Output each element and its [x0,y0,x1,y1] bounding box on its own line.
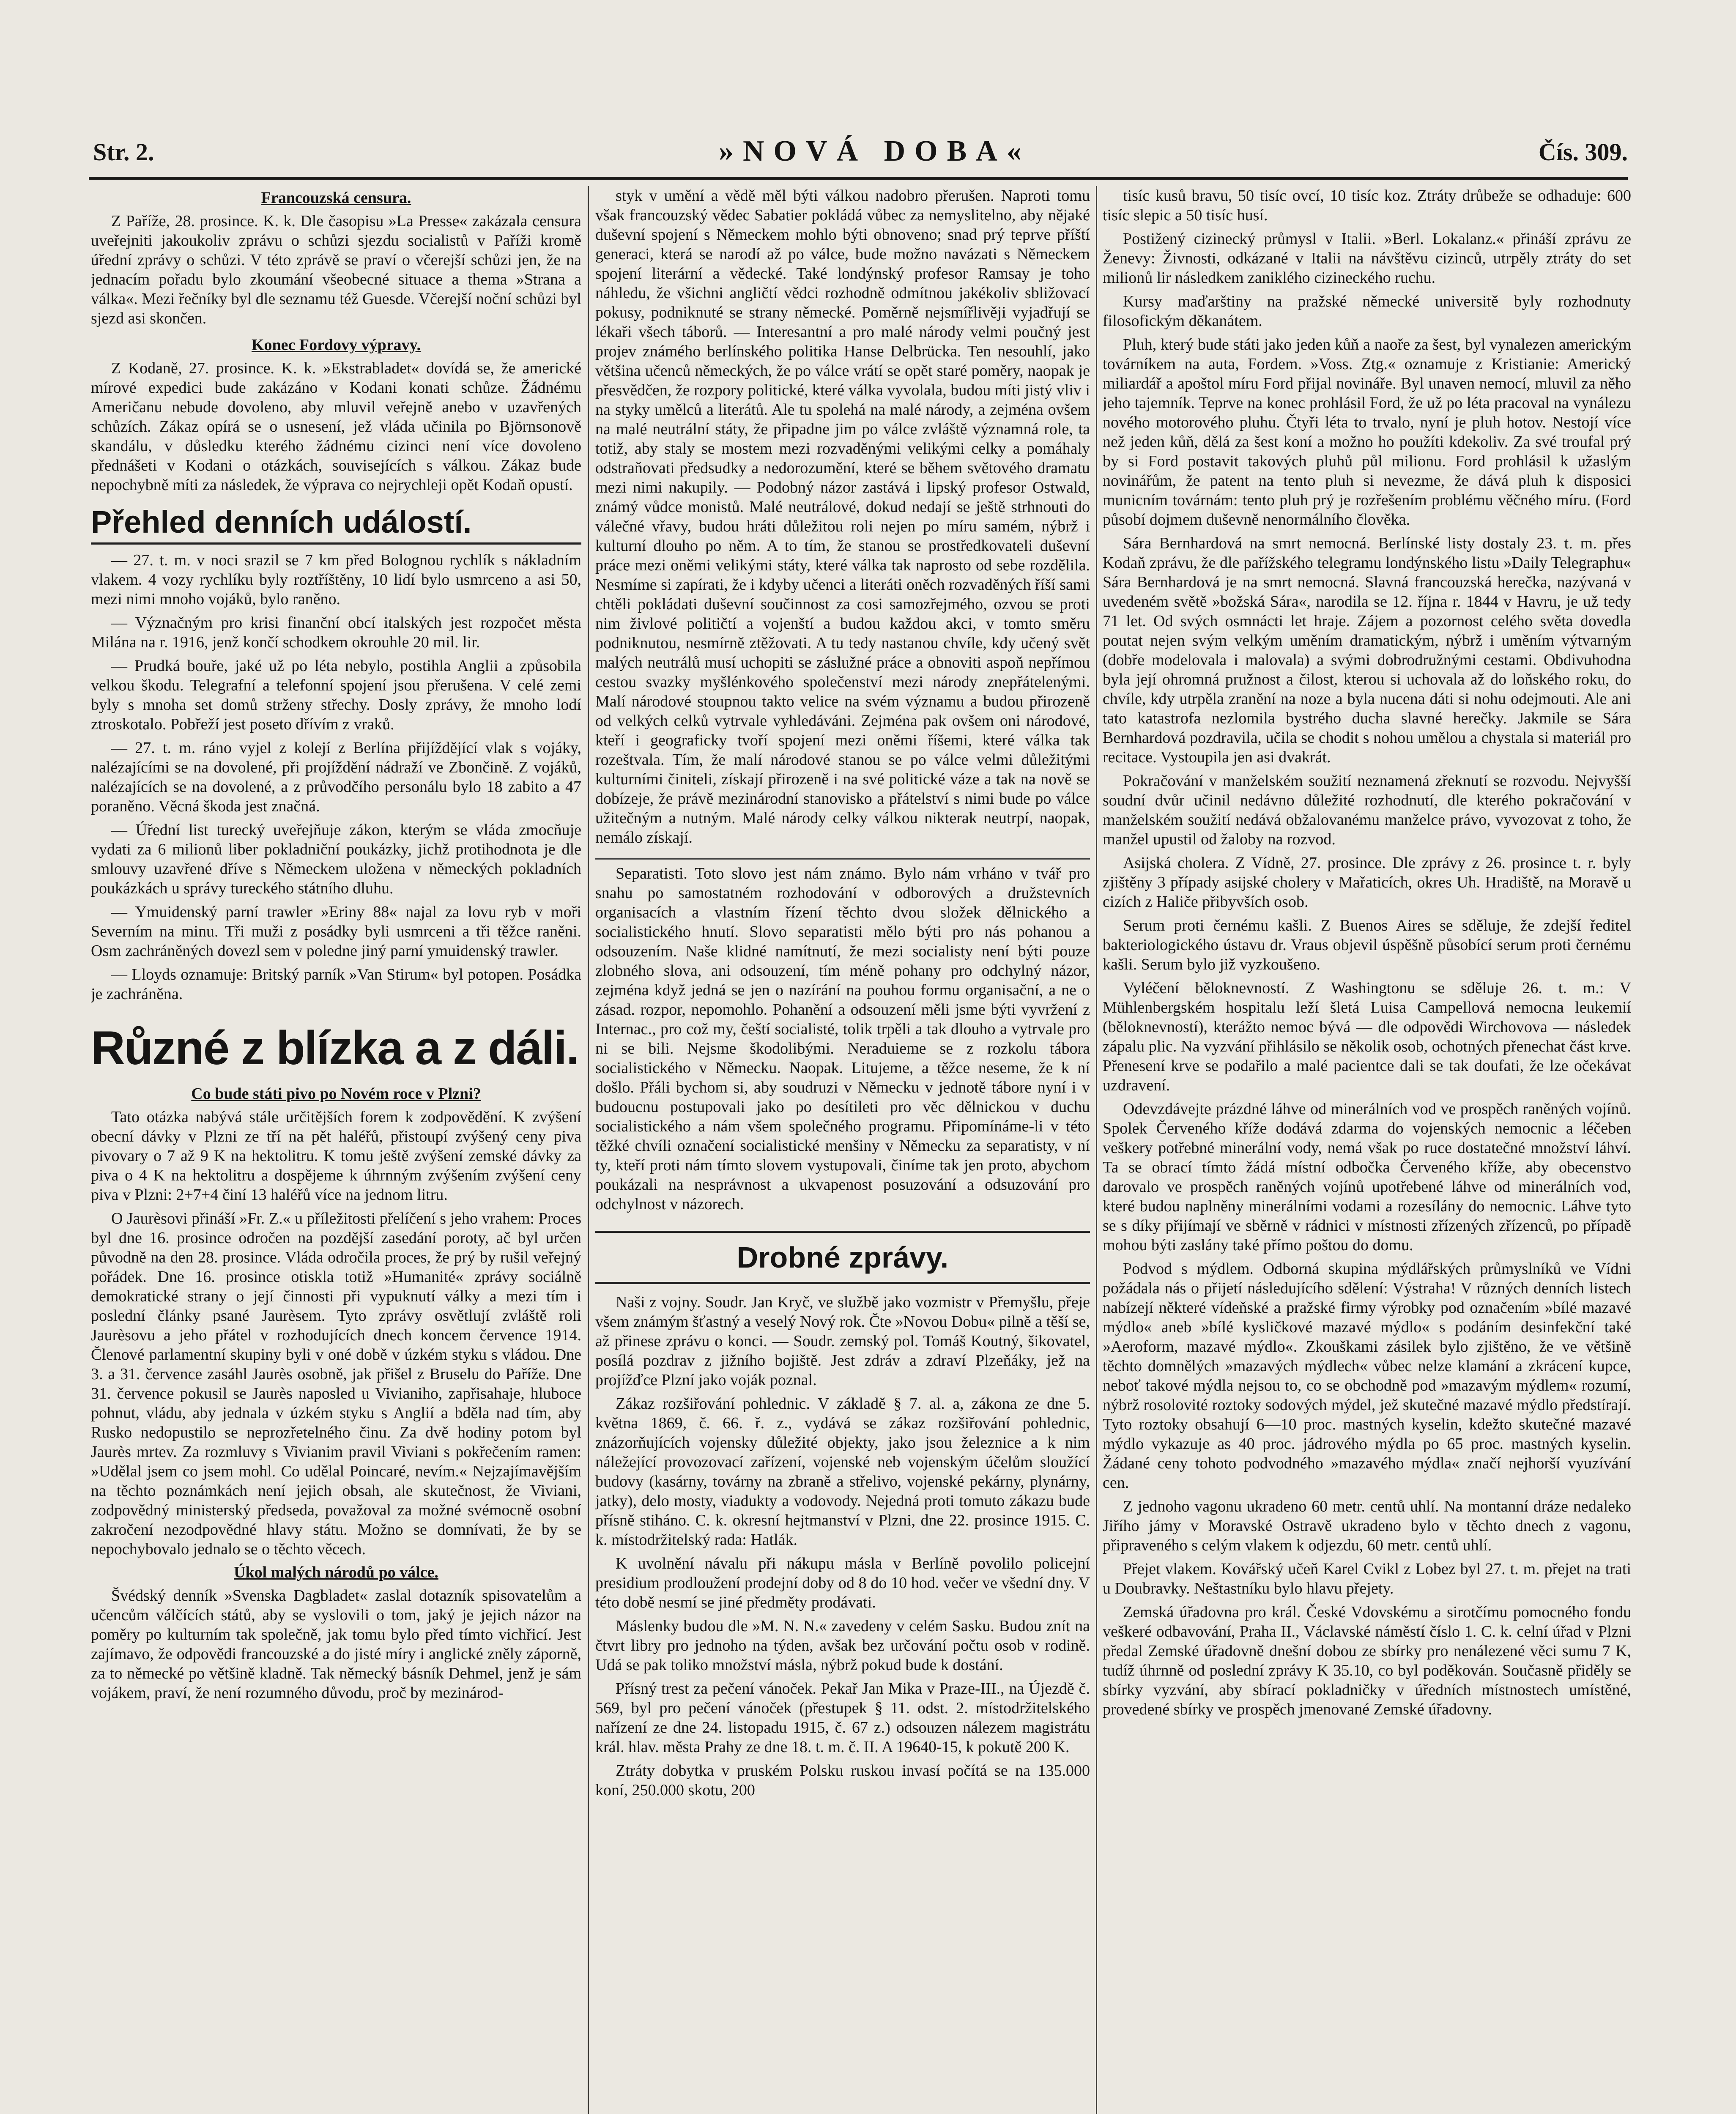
page-header [93,134,1628,181]
news-item: Postižený cizinecký průmysl v Italii. »Berl. Lokalanz.« přináší zprávu ze Ženevy: Živnosti, odkázané v Italii na návštěvu cizinců, utrpěly ztráty do set milionů lir následkem zaniklého cizineckého ruchu. [1103,230,1631,287]
news-item: tisíc kusů bravu, 50 tisíc ovcí, 10 tisíc koz. Ztráty drůbeže se odhaduje: 600 tisíc slepic a 50 tisíc husí. [1103,187,1631,224]
article-title: Úkol malých národů po válce. [234,1564,438,1581]
news-item: Asijská cholera. Z Vídně, 27. prosince. Dle zprávy z 26. prosince t. r. byly zjištěny 3 případy asijské cholery v Mařaticích, okres Uh. Hradiště, na Moravě u cizích z Haliče přibyvších osob. [1103,854,1631,911]
news-item: Ztráty dobytka v pruském Polsku ruskou invasí počítá se na 135.000 koní, 250.000 skotu, 200 [595,1762,1090,1799]
news-item: — 27. t. m. ráno vyjel z kolejí z Berlína přijíždějící vlak s vojáky, nalézajícími se na dovolené, při projíždění nádraží ve Zbončině. Z vojáků, nalézajících se na dovolené, a z průvodčího personálu bylo 18 zabito a 47 poraněno. Věcná škoda jest značná. [91,739,581,815]
news-item: — Lloyds oznamuje: Britský parník »Van Stirum« byl potopen. Posádka je zachráněna. [91,966,581,1003]
news-item: Podvod s mýdlem. Odborná skupina mýdlářských průmyslníků ve Vídni požádala nás o přijetí následujícího sdělení: Výstraha! V různých denních listech nabízejí některé vídeňské a pražské firmy výrobky pod označením »bílé mazavé mýdlo« aneb »bílé kysličkové mazavé mýdlo« s podáním desinfekční také »Aeroform, mazavé mýdlo«. Zkouškami zásilek bylo zjištěno, že ve většině těchto domnělých »mazavých mýdlech« vůbec nelze klamání a zkrácení kupce, neboť takové mýdla nejsou to, co se obchodně pod »mazavým mýdlem« rozumí, nýbrž rosolovité roztoky sodových mýdel, jež skutečné mazavé mýdlo předstírají. Tyto roztoky obsahují 6—10 proc. mastných kyselin, kdežto skutečné mazavé mýdlo vykazuje as 40 proc. jádrového mýdla po 65 proc. mastných kyselin. Žádané ceny tohoto podvodného »mazavého mýdla« značí nejhorší vyuzívání cen. [1103,1260,1631,1492]
page-number: Str. 2. [93,138,154,166]
section-heading-daily-events: Přehled denních událostí. [91,504,581,545]
section-heading-short-news: Drobné zprávy. [595,1231,1090,1284]
news-item: Pokračování v manželském soužití neznamená zřeknutí se rozvodu. Nejvyšší soudní dvůr učinil nedávno důležité rozhodnutí, dle kterého pokračování v manželském soužití nedává obžalovanému manželce právo, vyvozovat z toho, že manžel upustil od žaloby na rozvod. [1103,772,1631,848]
news-item: Kursy maďarštiny na pražské německé universitě byly rozhodnuty filosofickým děkanátem. [1103,293,1631,330]
article-body: O Jaurèsovi přináší »Fr. Z.« u příležitosti přelíčení s jeho vrahem: Proces byl dne 16. prosince odročen na pozdější zasedání poroty, ač byl určen původně na den 28. prosince. Vláda odročila proces, že prý by rušil veřejný pořádek. Dne 16. prosince otiskla totiž »Humanité« zprávy sociálně demokratické strany o její činnosti při vypuknutí války a mezi tím i poslední články psané Jaurèsem. Tyto zprávy osvětlují zvláště roli Jaurèsovu a jeho přátel v rozhodujících dnech koncem července 1914. Členové parlamentní skupiny byli v oné době v úzkém styku s vládou. Dne 3. a 31. července zasáhl Jaurès osobně, jak přišel z Bruselu do Paříže. Dne 31. července pokusil se Jaurès naposled u Vivianiho, zapřisahaje, hluboce pohnut, vládu, aby jednala v úzkém styku s Anglií a bděla nad tím, aby Rusko nedopustilo se neprozřetelného činu. Za dvě hodiny potom byl Jaurès mrtev. Za rozmluvy s Vivianim pravil Viviani s pokřečením ramen: »Udělal jsem co jsem mohl. Co udělal Poincaré, nevím.« Nejzajímavějším na těchto poznámkách není jejich obsah, ale skutečnost, že Viviani, zodpovědný ministerský předseda, považoval za možné svémocně osobní zakročení nezodpovědné hlavy státu. Možno se domnívati, že by se nepochybovalo jednalo se o těchto věcech. [91,1210,581,1558]
article-body: Z Paříže, 28. prosince. K. k. Dle časopisu »La Presse« zakázala censura uveřejniti jakoukoliv zprávu o schůzi sjezdu socialistů v Paříži kromě úřední zprávy o schůzi. V této zprávě se praví o včerejší schůzi jen, že na jednacím pořadu bylo zkoumání všeobecné situace a thema »Strana a válka«. Mezi řečníky byl dle seznamu též Guesde. Včerejší noční schůzi byl sjezd asi skončen. [91,212,581,327]
news-item: — Význačným pro krisi finanční obcí italských jest rozpočet města Milána na r. 1916, jenž končí schodkem okrouhle 20 mil. lir. [91,614,581,651]
news-item: Přísný trest za pečení vánoček. Pekař Jan Mika v Praze-III., na Újezdě č. 569, byl pro pečení vánoček (přestupek § 11. odst. 2. místodržitelského nařízení ze dne 24. listopadu 1915, č. 67 z.) odsouzen nálezem magistrátu král. hlav. města Prahy ze dne 18. t. m. č. II. A 19640-15, k pokutě 200 K. [595,1680,1090,1756]
article-body: styk v umění a vědě měl býti válkou nadobro přerušen. Naproti tomu však francouzský vědec Sabatier pokládá vůbec za nemyslitelno, aby nějaké duševní spojení s Německem mohlo býti obnoveno; snad prý teprve příští generaci, která se narodí až po válce, bude možno navázati s Německem spojení literární a vědecké. Také londýnský profesor Ramsay je toho náhledu, že všichni angličtí vědci rozhodně odmítnou jakékoliv sbližovací pokusy, podniknuté se strany německé. Poměrně nejsmířlivěji vyjadřují se lékaři všech táborů. — Interesantní a pro malé národy velmi poučný jest projev známého berlínského politika Hanse Delbrücka. Ten nesouhlí, jako většina učenců německých, že po válce vrátí se opět staré poměry, naopak je přesvědčen, že rozpory politické, které válka vyvolala, budou míti jistý vliv i na styky umělců a literátů. Ale tu spolehá na malé národy, a zejména ovšem na malé neutrální státy, že připadne jim po válce zvláště významná role, ta totiž, aby staly se mostem mezi rozvaděnými velikými celky a pomáhaly odstraňovati předsudky a nedorozumění, které se během světového dramatu mezi nimi nakupily. — Podobný názor zastává i lipský profesor Ostwald, známý vůdce monistů. Malé neutrálové, dokud nedají se ještě strhnouti do válečné vřavy, budou hráti důležitou roli nejen po míru samém, nýbrž i kulturní dlouho po něm. A to tím, že stanou se prostředkovateli duševní práce mezi oněmi velikými státy, které válka tak naprosto od sebe rozdělila. Nesmíme si zapírati, že i kdyby učenci a literáti oněch rozvaděných říší sami chtěli pokládati duševní součinnost za cosi samozřejmého, ozvou se proti nim živlové političtí a vojenští a budou každou akci, v tomto směru podniknutou, nesmírně ztěžovati. A tu tedy nastanou chvíle, kdy učený svět malých neutrálů musí uchopiti se záslužné práce a obnoviti aspoň nepřímou cestou svazky myšlénkového společenství mezi národy znepřátelenými. Malí národové stoupnou takto velice na svém významu a budou přirozeně od velkých celků vytrvale vyhledáváni. Zejména pak ovšem oni národové, kteří i geograficky tvoří spojení mezi oněmi říšemi, které válka tak rozeštvala. Tím, že malí národové stanou se po válce velmi důležitými kulturními činiteli, získají přirozeně i na své politické váze a tak na nově se dobízeje, že právě mezinárodní stanovisko a přátelství s nimi bude po válce užitečným a nutným. Malé národy celky válkou nikterak neutrpí, naopak, nemálo získají. [595,187,1090,846]
article-title: Co bude státi pivo po Novém roce v Plzni? [191,1085,481,1103]
column-3 [1103,186,1631,2114]
news-item: — Prudká bouře, jaké už po léta nebylo, postihla Anglii a způsobila velkou škodu. Telegrafní a telefonní spojení jsou přerušena. V celé zemi byly s mnoha set domů strženy střechy. Dosly zprávy, že mnoho lodí ztroskotalo. Pobřeží jest poseto dřívím z vraků. [91,657,581,733]
news-item: Odevzdávejte prázdné láhve od minerálních vod ve prospěch raněných vojínů. Spolek Červeného kříže dodává zdarma do vojenských nemocnic a léčeben veškery potřebné minerální vody, nemá však po ruce dostatečné množství láhví. Ta se obrací tímto žádá místní odbočka Červeného kříže, aby obecenstvo darovalo ve prospěch raněných vojínů upotřebené láhve od minerálních vod, které budou naplněny minerálními vodami a rozesílány do nemocnic. Láhve tyto se s díky přijímají ve sběrně v rádnici v místnosti zřízených zřízenců, po případě mohou býti zaslány také přímo poštou do domu. [1103,1100,1631,1254]
article-title: Francouzská censura. [261,189,411,207]
article-body: Tato otázka nabývá stále určitějších forem k zodpovědění. K zvýšení obecní dávky v Plzni ze tří na pět haléřů, přistoupí zvýšený ceny piva pivovary o 7 až 9 K na hektolitru. K tomu ještě zvýšení zemské dávky za piva o 4 K na hektolitru a dospějeme k úhrnným zvýšením zvýšení ceny piva v Plzni: 2+7+4 činí 13 haléřů více na jednom litru. [91,1108,581,1204]
article-title: Konec Fordovy výpravy. [251,336,421,354]
article-body: Z Kodaně, 27. prosince. K. k. »Ekstrabladet« dovídá se, že americké mírové expedici bude zakázáno v Kodani konati schůze. Žádnému Američanu nebude dovoleno, aby mluvil veřejně anebo v uzavřených schůzích. Zákaz opírá se o usnesení, jež vláda učinila po Björnsonově skandálu, v důsledku kterého žádnému cizinci není více dovoleno přednášeti v Kodani o otázkách, souvisejících s válkou. Zákaz bude nepochybně míti za následek, že výprava co nejrychleji opět Kodaň opustí. [91,359,581,494]
news-item: Pluh, který bude státi jako jeden kůň a naoře za šest, byl vynalezen americkým továrníkem na auta, Fordem. »Voss. Ztg.« oznamuje z Kristianie: Americký miliardář a apoštol míru Ford přijal novináře. Byl unaven nemocí, mluvil za něho jeho tajemník. Teprve na konec prohlásil Ford, že už po léta pracoval na vynálezu nového motorového pluhu. Čtyři léta to trvalo, nyní je pluh hotov. Nestojí více než jeden kůň, dělá za šest koní a možno ho použíti kdekoliv. Za své troufal prý by si Ford postavit takových pluhů půl milionu. Ford prohlásil k užaslým novinářům, že patent na tento pluh si nevezme, že dává pluh k disposici municním továrnám: tento pluh prý je rozřešením problému věčného míru. (Ford působí dojmem duševně nenormálního člověka. [1103,336,1631,528]
column-divider-2 [1096,186,1097,2114]
news-item: Naši z vojny. Soudr. Jan Kryč, ve službě jako vozmistr v Přemyšlu, přeje všem známým šťastný a veselý Nový rok. Čte »Novou Dobu« pilně a těší se, až přinese zprávu o konci. — Soudr. zemský pol. Tomáš Koutný, šikovatel, posílá pozdrav z jižního bojiště. Jest zdráv a zdraví Plzeňáky, jež na projížďce Plzní jako voják poznal. [595,1293,1090,1389]
column-2 [595,186,1090,2114]
header-rule [89,177,1628,180]
column-divider-1 [588,186,589,2114]
column-1 [91,186,581,2114]
news-item: — 27. t. m. v noci srazil se 7 km před Bolognou rychlík s nákladním vlakem. 4 vozy rychlíku byly roztříštěny, 10 lidí bylo usmrceno a asi 50, mezi nimi mnoho vojáků, bylo raněno. [91,551,581,608]
news-item: Přejet vlakem. Kovářský učeň Karel Cvikl z Lobez byl 27. t. m. přejet na trati u Doubravky. Neštastníku bylo hlavu přejety. [1103,1560,1631,1597]
news-item: K uvolnění návalu při nákupu másla v Berlíně povolilo policejní presidium prodloužení prodejní doby od 8 do 10 hod. večer ve všední dny. V této době nesmí se jiné předměty prodávati. [595,1555,1090,1611]
news-item: Zákaz rozšiřování pohlednic. V základě § 7. al. a, zákona ze dne 5. května 1869, č. 66. ř. z., vydává se zákaz rozšiřování pohlednic, znázorňujících vojensky důležité objekty, jako jsou železnice a k nim náležející provozovací zařízení, vojenské neb vojenským účelům sloužící budovy (kasárny, továrny na zbraně a střelivo, vojenské pekárny, plynárny, jatky), delo mosty, viadukty a vodovody. Nejedná proti tomuto zákazu bude přísně stiháno. C. k. okresní hejtmanství v Plzni, dne 22. prosince 1915. C. k. místodržitelský rada: Hatlák. [595,1395,1090,1549]
news-item: Máslenky budou dle »M. N. N.« zavedeny v celém Sasku. Budou znít na čtvrt libry pro jednoho na týden, avšak bez určování počtu osob v rodině. Udá se pak toliko množství másla, nýbrž pokud bude k dostání. [595,1617,1090,1674]
news-item: Zemská úřadovna pro král. České Vdovskému a sirotčímu pomocného fondu veškeré odbavování, Praha II., Václavské náměstí číslo 1. C. k. celní úřad v Plzni předal Zemské úřadovně dnešní dobou ze sbírky pro nenálezené věci sumu 7 K, tudíž úhrnně od poslední zprávy K 35.10, co byl poděkován. Současně přiděly se sbírky vyzvání, aby sbírací pokladničky v úředních místnostech umístěné, provedené sbírky ve prospěch jmenované Zemské úřadovny. [1103,1603,1631,1718]
separator-rule [595,858,1090,860]
article-body: Švédský denník »Svenska Dagbladet« zaslal dotazník spisovatelům a učencům válčících států, aby se vyslovili o tom, jaký je jejich názor na poměry po kulturním tak společně, jak tomu bylo před tímto vichřicí. Jest zajímavo, že odpovědi francouzské a do jisté míry i anglické zněly záporně, za to německé po většině kladně. Tak německý básník Dehmel, jenž je sám vojákem, praví, že není rozumného důvodu, proč by mezinárod- [91,1587,581,1702]
article-body: Separatisti. Toto slovo jest nám známo. Bylo nám vrháno v tvář pro snahu po samostatném rozhodování v odborových a družstevních organisacích a vlastním řízení těchto dvou složek dělnického a socialistického hnutí. Slovo separatisti mělo býti pro nás pohanou a odsouzením. Naše klidné namítnutí, že mezi socialisty není býti pouze zlobného slova, ani odsouzení, tím méně pohany pro odchylný názor, zejména když jedná se jen o nazírání na pouhou formu organisační, a ne o zásad. rozpor, nepomohlo. Pohanění a odsouzení měli jsme býti vyvržení z Internac., pro což my, čeští socialisté, tolik trpěli a tak dlouho a vytrvale pro ni se bili. Nejsme škodolibými. Neraduieme se z rozkolu tábora socialistického v Německu. Naopak. Litujeme, a těžce neseme, že k ní došlo. Přáli bychom si, aby soudruzi v Německu v jednotě tábore nyní i v budoucnu postupovali jako po desítileti pro věc dělnickou v duchu socialistického a nám všem společného programu. Připomínáme-li v této těžké chvíli označení socialistické menšiny v Německu za separatisty, v ní ty, kteří proti nám tímto slovem vystupovali, činíme tak jen proto, abychom poukázali na nesprávnost a ukvapenost posuzování a odsuzování pro odchylnost v názorech. [595,865,1090,1213]
news-item: — Úřední list turecký uveřejňuje zákon, kterým se vláda zmocňuje vydati za 6 milionů liber pokladniční poukázky, jichž protihodnota je dle smlouvy uzavřené dříve s Německem uložena v německých pokladních poukázkách u správy tureckého státního dluhu. [91,821,581,897]
news-item: Sára Bernhardová na smrt nemocná. Berlínské listy dostaly 23. t. m. přes Kodaň zprávu, že dle pařížského telegramu londýnského listu »Daily Telegraphu« Sára Bernhardová je na smrt nemocná. Slavná francouzská herečka, nazývaná v uvedeném světě »božská Sára«, narodila se 12. října r. 1844 v Havru, je už tedy 71 let. Od svých osmnácti let hraje. Zájem a pozornost celého světa dovedla poutat nejen svým velkým uměním dramatickým, nýbrž i uměním výtvarným (dobře modelovala i malovala) a svými dobrodružnými cestami. Obdivuhodna byla její ohromná pružnost a čilost, kterou si uchovala až do loňského roku, do chvíle, kdy utrpěla zranění na noze a byla nucena dáti si nohu odejmouti. Ale ani tato katastrofa nezlomila bystrého ducha slavné herečky. Jakmile se Sára Bernhardová pozdravila, učila se chodit s nohou umělou a chystala si materiál pro recitace. Vystoupila jen asi dvakrát. [1103,534,1631,766]
news-item: — Ymuidenský parní trawler »Eriny 88« najal za lovu ryb v moři Severním na minu. Tři muži z posádky byli usmrceni a tři těžce raněni. Osm zachráněných dovezl sem v poledne jiný parní ymuidenský trawler. [91,903,581,960]
news-item: Z jednoho vagonu ukradeno 60 metr. centů uhlí. Na montanní dráze nedaleko Jiřího jámy v Moravské Ostravě ukradeno bylo v těchto dnech z vagonu, připraveného s celým vlakem k odjezdu, 60 metr. centů uhlí. [1103,1498,1631,1554]
newspaper-title: »NOVÁ DOBA« [719,135,1031,167]
article-censorship [91,189,581,328]
issue-number: Čís. 309. [1538,138,1628,166]
section-heading-various: Různé z blízka a z dáli. [91,1021,579,1074]
news-item: Serum proti černému kašli. Z Buenos Aires se sděluje, že zdejší ředitel bakteriologického ústavu dr. Vraus objevil úspěšně působící serum proti černému kašli. Serum bylo již vyzkoušeno. [1103,917,1631,973]
article-ford-expedition [91,336,581,495]
news-item: Vyléčení běloknevností. Z Washingtonu se sděluje 26. t. m.: V Mühlenbergském hospitalu leží šletá Luisa Campellová nemocna leukemií (běloknevností), kterážto nemoc bývá — dle odpovědi Wirchovova — následek zápalu plic. Na vyzvání přihlásilo se několik osob, ochotných přenechat část krve. Přenesení krve se podařilo a malé pacientce dali se tak doufati, že lze očekávat uzdravení. [1103,979,1631,1094]
